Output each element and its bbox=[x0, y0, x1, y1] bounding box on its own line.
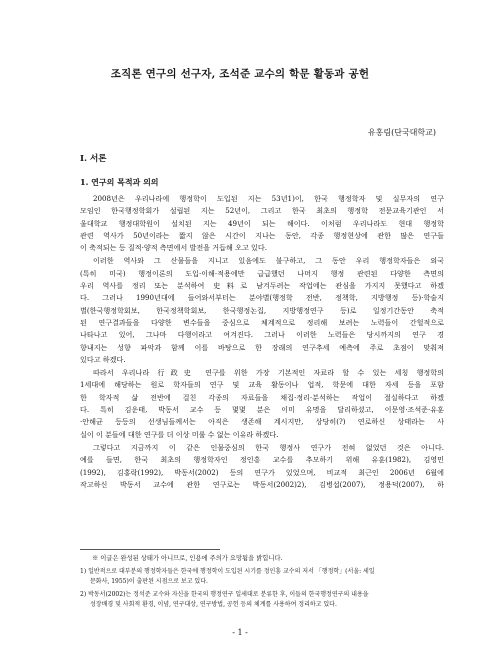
paragraph-line: 2008년은 우리나라에 행정학이 도입된 지는 53년1)이, 한국 행정학자 및 실무자의 연구 bbox=[93, 194, 444, 203]
footnote-notice: ※ 이글은 완성된 상태가 아니므로, 인용에 주의가 요망됨을 밝힙니다. bbox=[92, 555, 283, 562]
section-heading: I. 서론 bbox=[80, 154, 107, 164]
paragraph-line: (특히 미국) 행정이론의 도입·이해·적용에만 급급했던 나머지 행정 관련된 다양한 측면의 bbox=[80, 268, 444, 278]
paragraph-line: 다. 특히 김운태, 박동서 교수 등 몇몇 분은 이미 유명을 달리하셨고, 이문영·조석준·유훈 bbox=[80, 405, 444, 415]
paper-title: 조직론 연구의 선구자, 조석준 교수의 학문 활동과 공헌 bbox=[110, 68, 370, 80]
paragraph-line: 이 축적되는 등 질적·양적 측면에서 발전을 거듭해 오고 있다. bbox=[80, 243, 268, 253]
page-number: - 1 - bbox=[232, 628, 248, 637]
paragraph-line: 그렇다고 지금까지 이 같은 인물중심의 한국 행정사 연구가 전혀 없었던 것은 아니다. bbox=[93, 442, 444, 452]
paragraph-line: 1세대에 해당하는 원로 학자들의 연구 및 교육 활동이나 업적, 학문에 대한 자세 등을 포함 bbox=[80, 380, 444, 390]
paragraph-line: 나타나고 있어, 그나마 다행이라고 여겨진다. 그러나 이러한 노력들은 당시까지의 연구 경 bbox=[80, 330, 444, 340]
paragraph-line: 울대학교 행정대학원이 설치된 지는 49년이 되는 해이다. 이처럼 우리나라도 현대 행정학 bbox=[80, 218, 444, 228]
paragraph-line: 작고하신 박동서 교수에 관한 연구로는 박동서(2002)2), 김병섭(2007), 정용덕(2007), 하 bbox=[80, 479, 444, 489]
paragraph-line: 별(한국행정학회보, 한국정책학회보, 한국행정논집, 지방행정연구 등)로 일정기간동안 축적 bbox=[80, 305, 444, 315]
paragraph-line: 된 연구결과들을 다양한 변수들을 중심으로 체계적으로 정리해 보려는 노력들이 간헐적으로 bbox=[80, 317, 444, 327]
footnote-2 bbox=[80, 590, 444, 610]
paragraph-line: ·안해균 등등의 선생님들께서는 아직은 생존해 계시지만, 상당히(?) 연로하신 상태라는 사 bbox=[80, 417, 444, 427]
paragraph-line: 모임인 한국행정학회가 설립된 지는 52년이, 그리고 한국 최초의 행정학 전문교육기관인 서 bbox=[80, 206, 444, 216]
subsection-heading: 1. 연구의 목적과 의의 bbox=[80, 177, 159, 187]
author-affiliation: 유홍림(단국대학교) bbox=[367, 128, 436, 137]
footnote-line: 2) 박동서(2002)는 정석준 교수와 자신을 한국의 행정연구 일세대로 분류한 후, 이들의 한국행정연구의 내용을 bbox=[80, 591, 369, 598]
footnote-1 bbox=[80, 567, 444, 587]
paragraph-line: 있다고 하겠다. bbox=[80, 354, 126, 364]
paragraph bbox=[80, 193, 444, 254]
paragraph-line: 따라서 우리나라 行政史 연구를 위한 가장 기본적인 자료라 할 수 있는 세칭 행정학의 bbox=[93, 368, 444, 378]
paragraph bbox=[80, 367, 444, 441]
paragraph-line: 예를 들면, 한국 최초의 행정학자인 정인흥 교수를 추모하기 위해 유훈(1982), 김영민 bbox=[80, 455, 444, 465]
footnote-line: 성장배경 및 사회적 환경, 이념, 연구대상, 연구방법, 공헌 등의 체계를 사용하여 정리하고 있다. bbox=[90, 601, 337, 608]
paragraph-line: 이러한 역사와 그 산물들을 지니고 있음에도 불구하고, 그 동안 우리 행정학자들은 외국 bbox=[93, 256, 444, 266]
paragraph-line: 다. 그러나 1990년대에 들어와서부터는 분야별(행정학 전반, 정책학, 지방행정 등)·학술지 bbox=[80, 293, 444, 303]
body-text bbox=[80, 193, 444, 492]
paragraph bbox=[80, 442, 444, 491]
paragraph-line: 실이 이 분들에 대한 연구를 더 이상 미룰 수 없는 이유라 하겠다. bbox=[80, 429, 279, 439]
paragraph-line: 향내지는 성향 파악과 함께 이를 바탕으로 한 장래의 연구추세 예측에 주로 초점이 맞춰져 bbox=[80, 342, 444, 352]
footnote-divider bbox=[80, 549, 220, 550]
footnote-line: 1) 일반적으로 대부분의 행정학자들은 한국에 행정학이 도입된 시기를 정인흥 교수의 저서 「행정학」(서울: 세일 bbox=[80, 568, 375, 575]
footnote-line: 문화사, 1955)이 출판된 시점으로 보고 있다. bbox=[90, 578, 208, 585]
paragraph-line: 한 학자적 삶 전반에 걸친 각종의 자료들을 채집·정리·분석하는 작업이 절실하다고 하겠 bbox=[80, 392, 444, 402]
paragraph-line: 우리 역사를 정리 또는 분석하여 史料로 남겨두려는 작업에는 관심을 가지지 못했다고 하겠 bbox=[80, 281, 444, 291]
paragraph bbox=[80, 255, 444, 366]
paragraph-line: 관련 역사가 50년이라는 짧지 않은 시간이 지나는 동안, 각종 행정현상에 관한 많은 연구들 bbox=[80, 230, 444, 240]
paragraph-line: (1992), 김홍락(1992), 박동서(2002) 등의 연구가 있었으며, 비교적 최근인 2006년 6월에 bbox=[80, 467, 444, 477]
